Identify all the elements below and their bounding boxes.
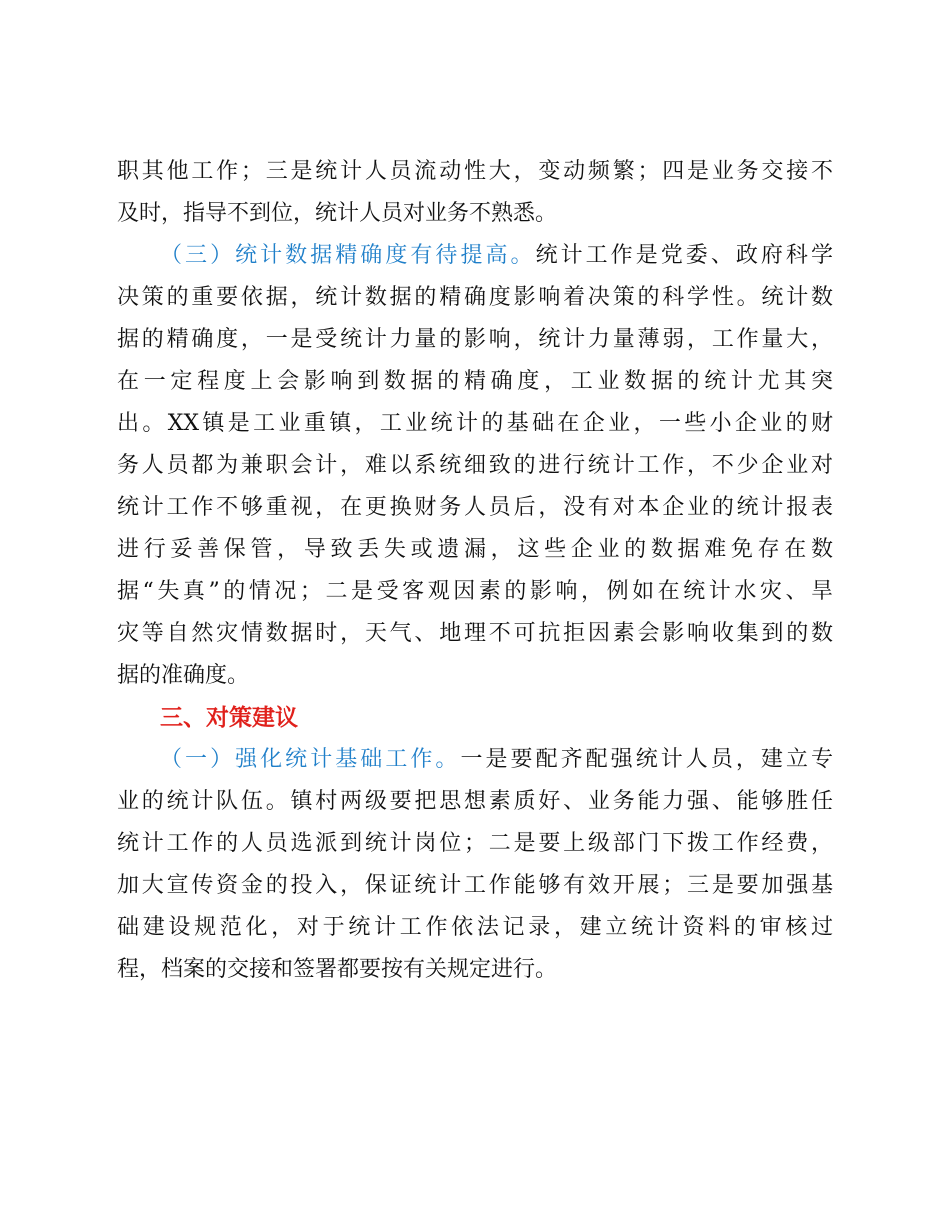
body-text: 一是要配齐配强统计人员，建立专 xyxy=(460,747,833,772)
body-text-line: 职其他工作；三是统计人员流动性大，变动频繁；四是业务交接不 xyxy=(117,159,833,184)
paragraph-first-line xyxy=(160,234,833,278)
body-text-line: 进行妥善保管，导致丢失或遗漏，这些企业的数据难免存在数 xyxy=(117,537,833,562)
body-text-line: 务人员都为兼职会计，难以系统细致的进行统计工作，不少企业对 xyxy=(117,453,833,478)
body-text-line: 据“失真”的情况；二是受客观因素的影响，例如在统计水灾、旱 xyxy=(117,579,833,604)
section-heading: 三、对策建议 xyxy=(160,705,298,731)
body-text-line: 加大宣传资金的投入，保证统计工作能够有效开展；三是要加强基 xyxy=(117,873,833,898)
paragraph-first-line xyxy=(160,738,833,782)
body-text-line: 程，档案的交接和签署都要按有关规定进行。 xyxy=(117,957,558,982)
body-text-line: 统计工作不够重视，在更换财务人员后，没有对本企业的统计报表 xyxy=(117,495,833,520)
body-text-line: 决策的重要依据，统计数据的精确度影响着决策的科学性。统计数 xyxy=(117,285,833,310)
body-text: 统计工作是党委、政府科学 xyxy=(535,243,833,268)
body-text-line: 据的精确度，一是受统计力量的影响，统计力量薄弱，工作量大， xyxy=(117,327,833,352)
body-text-line: 及时，指导不到位，统计人员对业务不熟悉。 xyxy=(117,201,558,226)
body-text-line: 础建设规范化，对于统计工作依法记录，建立统计资料的审核过 xyxy=(117,915,833,940)
body-text-line: 在一定程度上会影响到数据的精确度，工业数据的统计尤其突 xyxy=(117,369,833,394)
body-text-line: 出。XX镇是工业重镇，工业统计的基础在企业，一些小企业的财 xyxy=(117,411,833,436)
body-text-line: 业的统计队伍。镇村两级要把思想素质好、业务能力强、能够胜任 xyxy=(117,789,833,814)
body-text-line: 灾等自然灾情数据时，天气、地理不可抗拒因素会影响收集到的数 xyxy=(117,621,833,646)
subheading-3: （三）统计数据精确度有待提高。 xyxy=(160,243,536,268)
body-text-line: 据的准确度。 xyxy=(117,663,250,688)
subheading-1: （一）强化统计基础工作。 xyxy=(160,747,461,772)
body-text-line: 统计工作的人员选派到统计岗位；二是要上级部门下拨工作经费， xyxy=(117,831,833,856)
